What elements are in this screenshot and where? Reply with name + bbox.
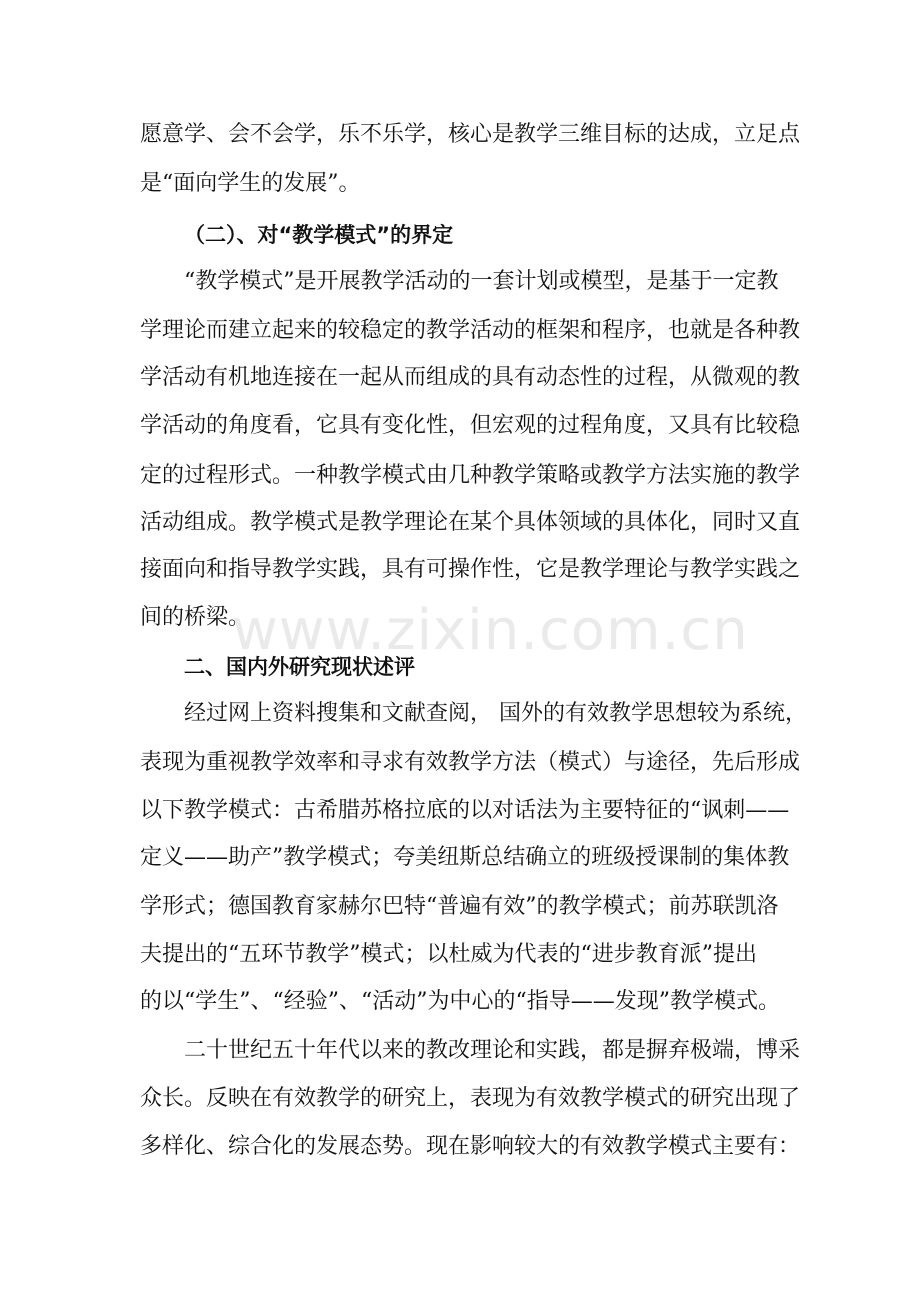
text-line: 定义——助产”教学模式；夸美纽斯总结确立的班级授课制的集体教 [140, 845, 790, 870]
text-line: 学活动的角度看，它具有变化性，但宏观的过程角度，又具有比较稳 [140, 413, 801, 438]
text-line: 学理论而建立起来的较稳定的教学活动的框架和程序，也就是各种教 [140, 318, 801, 343]
text-line: 的以“学生”、“经验”、“活动”为中心的“指导——发现”教学模式。 [140, 989, 780, 1014]
text-line: 表现为重视教学效率和寻求有效教学方法（模式）与途径，先后形成 [140, 750, 801, 775]
section-heading: 二、国内外研究现状述评 [184, 655, 415, 679]
text-line: 学活动有机地连接在一起从而组成的具有动态性的过程，从微观的教 [140, 365, 801, 390]
text-line: 夫提出的“五环节教学”模式；以杜威为代表的“进步教育派”提出 [140, 942, 757, 967]
section-heading: （二）、对“教学模式”的界定 [184, 223, 454, 247]
text-line: 定的过程形式。一种教学模式由几种教学策略或教学方法实施的教学 [140, 463, 801, 488]
text-line: 愿意学、会不会学，乐不乐学，核心是教学三维目标的达成，立足点 [140, 122, 801, 147]
text-line: “教学模式”是开展教学活动的一套计划或模型，是基于一定教 [184, 269, 779, 294]
text-line: 间的桥梁。 [140, 605, 251, 630]
text-line: 学形式；德国教育家赫尔巴特“普遍有效”的教学模式；前苏联凯洛 [140, 894, 779, 919]
text-line: 经过网上资料搜集和文献查阅， 国外的有效教学思想较为系统， [184, 701, 807, 726]
text-line: 以下教学模式：古希腊苏格拉底的以对话法为主要特征的“讽刺—— [140, 798, 790, 823]
watermark: www.zixin.com.cn [232, 598, 749, 663]
text-line: 二十世纪五十年代以来的教改理论和实践，都是摒弃极端，博采 [184, 1038, 801, 1063]
text-line: 多样化、综合化的发展态势。现在影响较大的有效教学模式主要有： [140, 1134, 801, 1159]
text-line: 众长。反映在有效教学的研究上，表现为有效教学模式的研究出现了 [140, 1086, 801, 1111]
text-line: 接面向和指导教学实践，具有可操作性，它是教学理论与教学实践之 [140, 557, 801, 582]
text-line: 活动组成。教学模式是教学理论在某个具体领域的具体化，同时又直 [140, 510, 801, 535]
text-line: 是“面向学生的发展”。 [140, 171, 361, 196]
